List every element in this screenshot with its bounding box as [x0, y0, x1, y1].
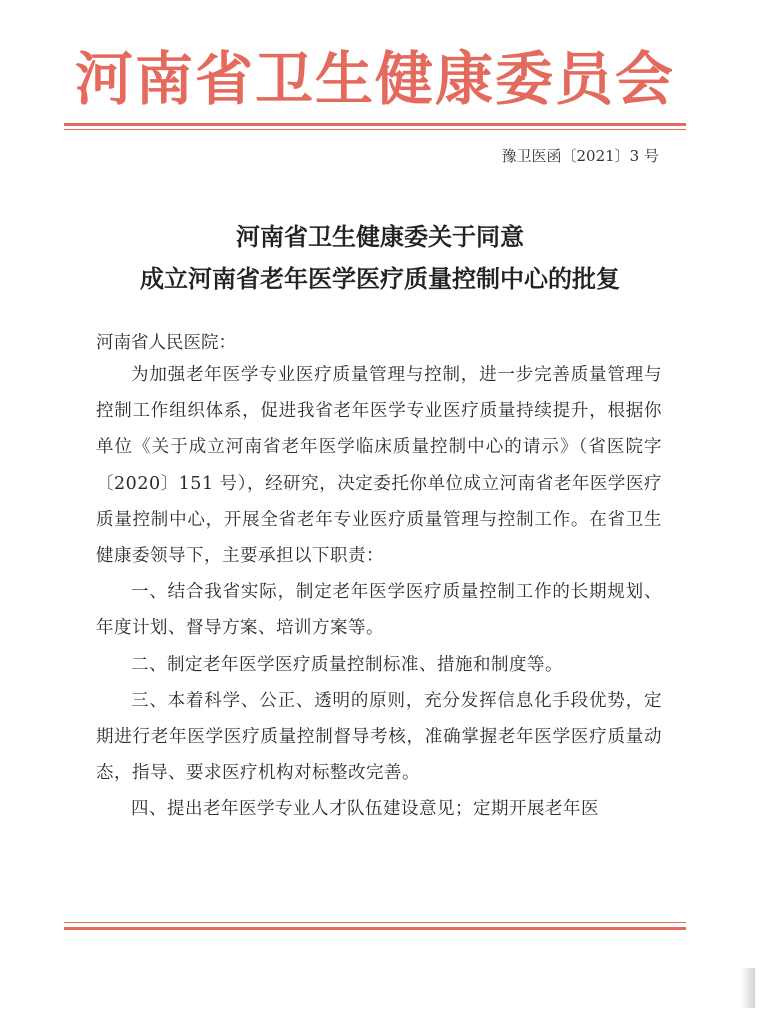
letterhead-org-name: 河南省卫生健康委员会	[74, 45, 675, 113]
body-paragraph-duty-4: 四、提出老年医学专业人才队伍建设意见；定期开展老年医	[131, 799, 599, 820]
page-corner-shadow	[741, 968, 755, 1008]
document-title-line-1: 河南省卫生健康委关于同意	[236, 222, 524, 251]
body-paragraph-duty-3: 三、本着科学、公正、透明的原则，充分发挥信息化手段优势，定期进行老年医学医疗质量控制督导考核，准确掌握老年医学医疗质量动态，指导、要求医疗机构对标整改完善。	[96, 690, 662, 784]
document-number: 豫卫医函〔2021〕3 号	[501, 147, 659, 165]
letterhead-rule-thick	[64, 123, 686, 126]
document-title-line-2: 成立河南省老年医学医疗质量控制中心的批复	[140, 264, 620, 293]
document-body	[96, 357, 662, 828]
footer-rule-thin	[64, 922, 686, 923]
letterhead-rule-thin	[64, 129, 686, 130]
salutation: 河南省人民医院：	[96, 333, 236, 353]
body-paragraph-duty-2: 二、制定老年医学医疗质量控制标准、措施和制度等。	[131, 654, 563, 675]
body-paragraph-intro: 为加强老年医学专业医疗质量管理与控制，进一步完善质量管理与控制工作组织体系，促进我省老年医学专业医疗质量持续提升，根据你单位《关于成立河南省老年医学临床质量控制中心的请示》（省医院字〔2020〕151 号），经研究，决定委托你单位成立河南省老年医学医疗质量控制中心，开展全省老年专业医疗质量管理与控制工作。在省卫生健康委领导下，主要承担以下职责：	[96, 365, 662, 567]
body-paragraph-duty-1: 一、结合我省实际，制定老年医学医疗质量控制工作的长期规划、年度计划、督导方案、培训方案等。	[96, 582, 662, 639]
footer-rule-thick	[64, 927, 686, 930]
